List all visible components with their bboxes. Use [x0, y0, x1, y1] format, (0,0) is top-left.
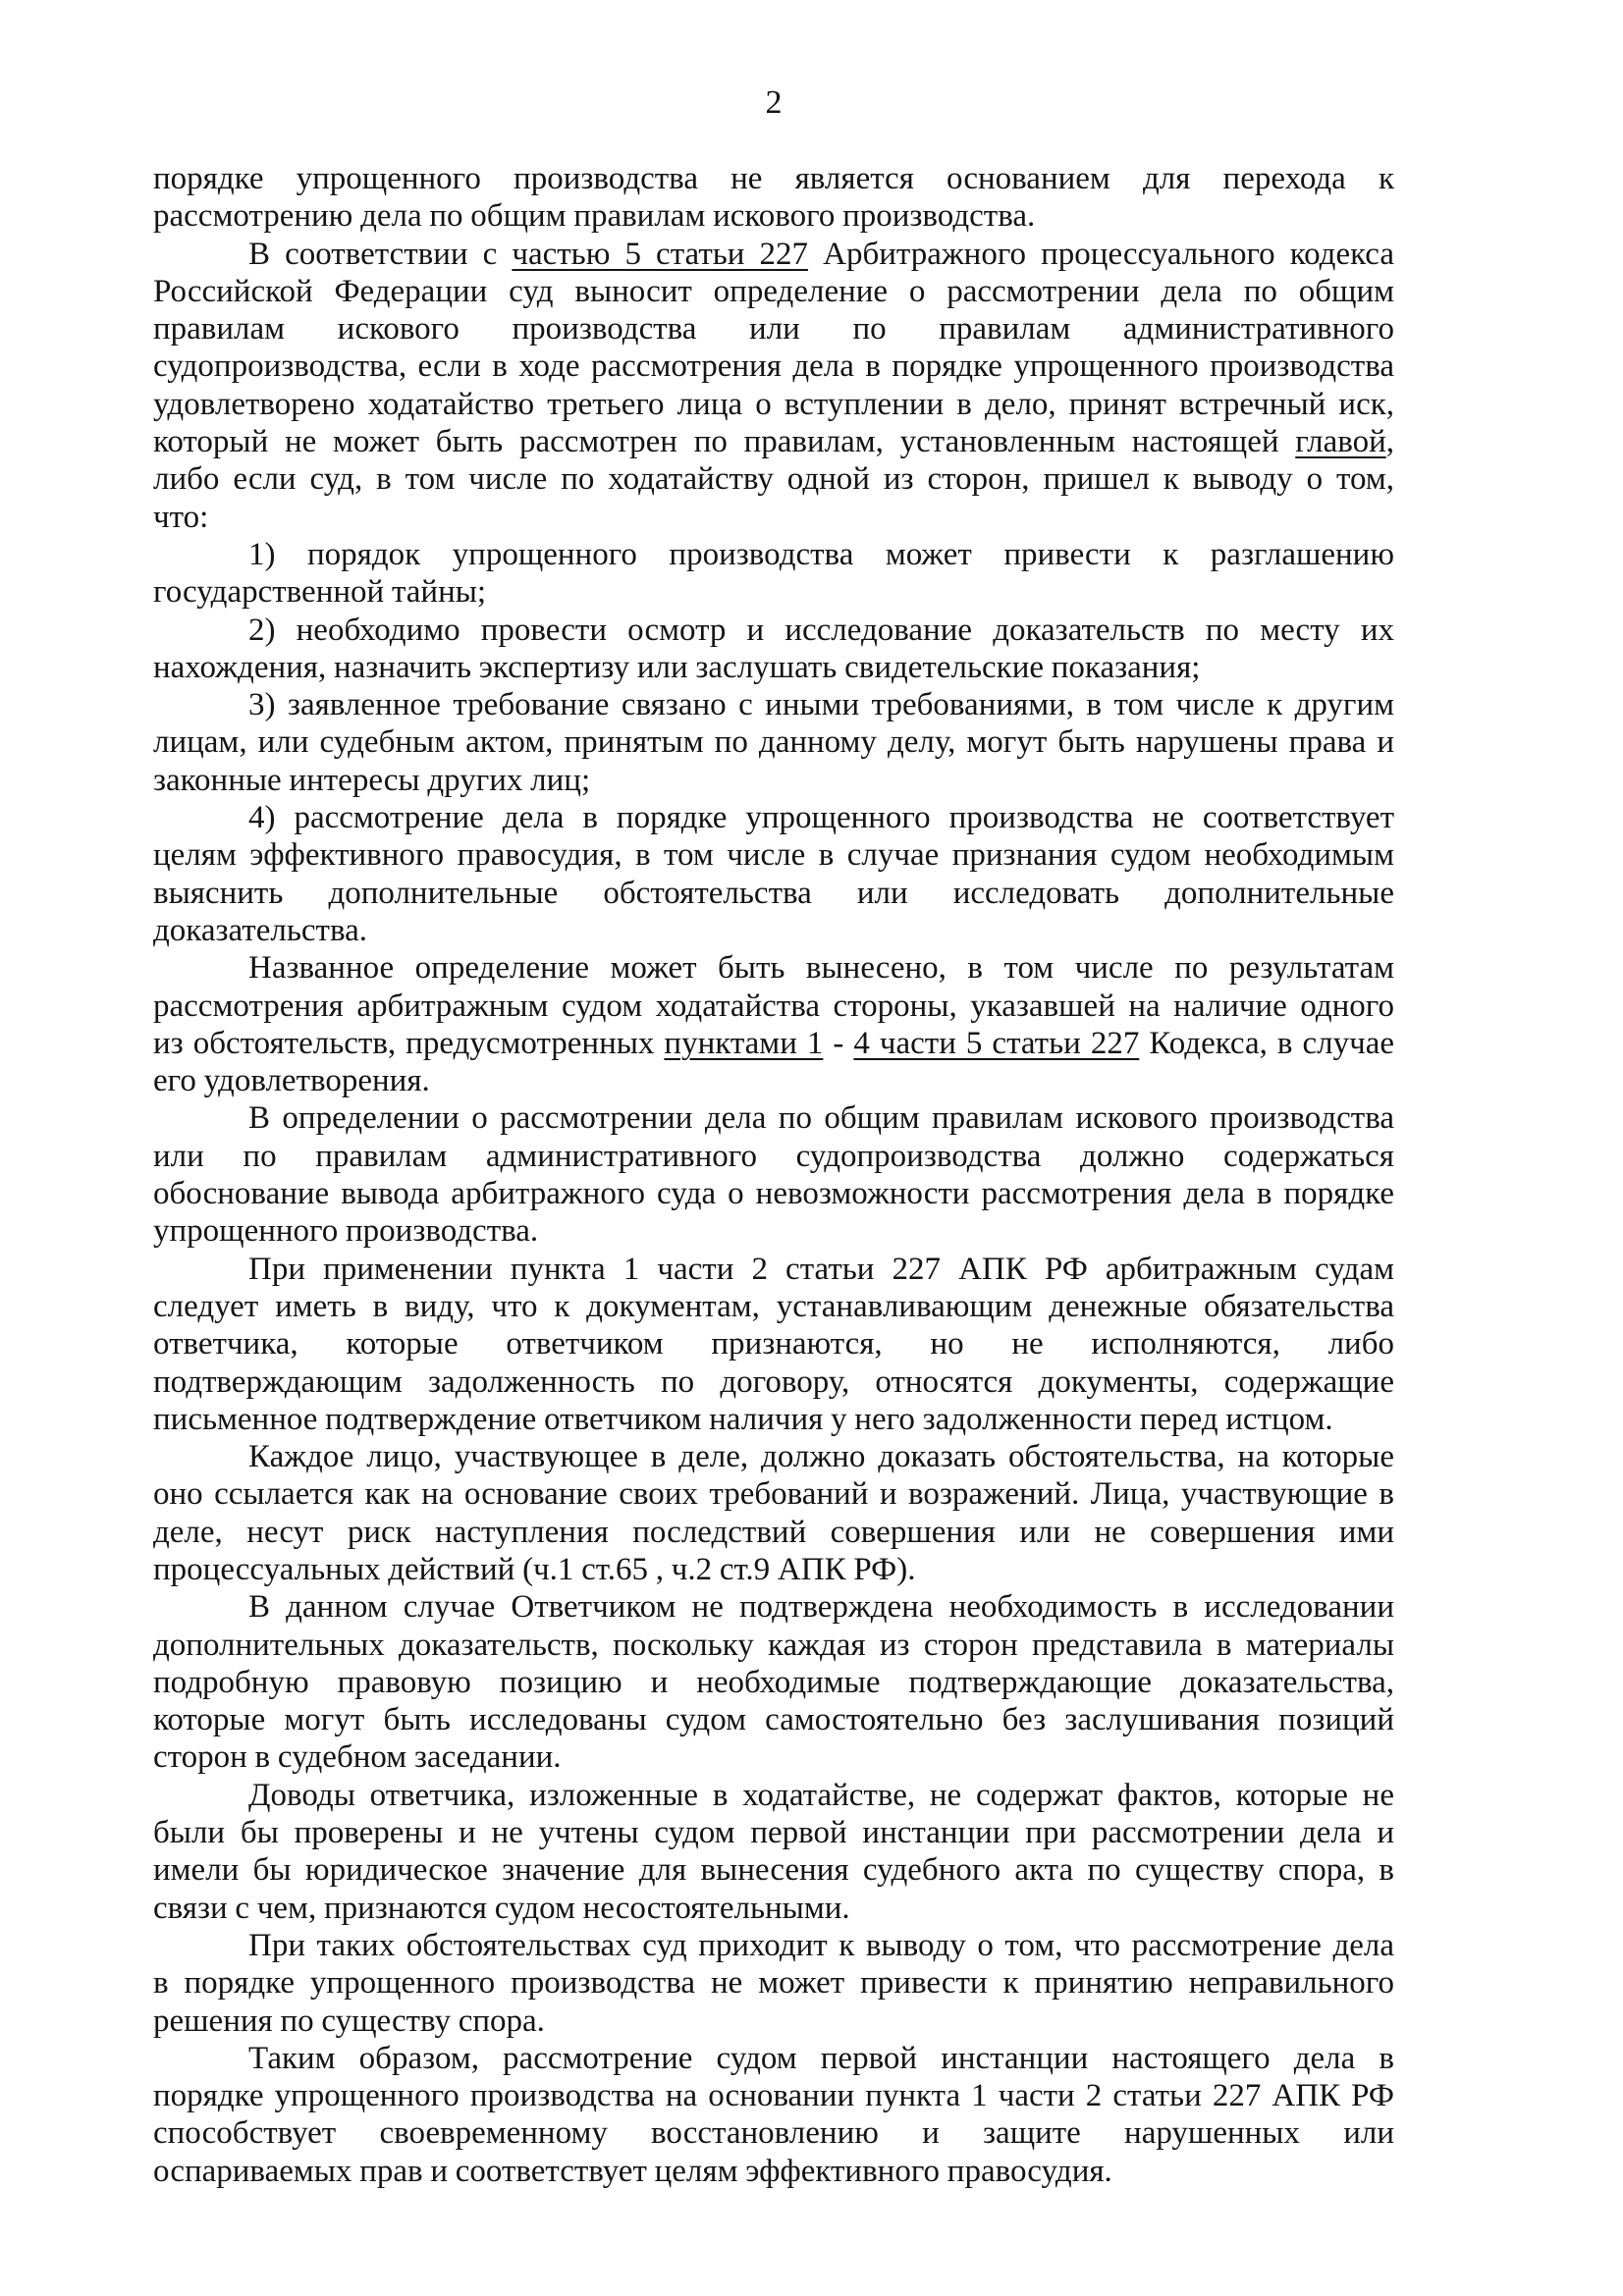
- text-line: [153, 2002, 1394, 2040]
- text-segment: или по правилам административного судопроизводства должно содержаться: [153, 1138, 1394, 1174]
- text-segment: сторон в судебном заседании.: [153, 1739, 562, 1776]
- text-line: [153, 310, 1394, 347]
- text-segment: судопроизводства, если в ходе рассмотрения дела в порядке упрощенного производства: [153, 348, 1394, 385]
- text-line: [153, 386, 1394, 423]
- text-line: [153, 988, 1394, 1025]
- text-line: [153, 1664, 1394, 1701]
- text-segment: из обстоятельств, предусмотренных: [153, 1025, 665, 1061]
- text-line: [153, 1175, 1394, 1212]
- text-segment: При таких обстоятельствах суд приходит к выводу о том, что рассмотрение дела: [248, 1927, 1394, 1963]
- text-segment: Российской Федерации суд выносит определение о рассмотрении дела по общим: [153, 273, 1394, 309]
- text-line: [153, 499, 1394, 536]
- text-line: [153, 573, 1394, 611]
- text-line: [153, 460, 1394, 498]
- text-line: [153, 686, 1394, 723]
- text-line: [153, 1099, 1394, 1137]
- text-segment: 2) необходимо провести осмотр и исследование доказательств по месту их: [248, 612, 1394, 648]
- text-segment: В определении о рассмотрении дела по общим правилам искового производства: [248, 1100, 1394, 1137]
- text-line: [153, 1438, 1394, 1475]
- text-segment: в порядке упрощенного производства не может привести к принятию неправильного: [153, 1965, 1394, 2002]
- text-line: [153, 1062, 1394, 1099]
- text-segment: правилам искового производства или по правилам административного: [153, 311, 1394, 347]
- text-segment: В данном случае Ответчиком не подтверждена необходимость в исследовании: [248, 1589, 1394, 1626]
- text-segment: 4) рассмотрение дела в порядке упрощенного производства не соответствует: [248, 800, 1394, 836]
- text-segment: Названное определение может быть вынесено, в том числе по результатам: [248, 950, 1394, 987]
- text-segment: оно ссылается как на основание своих требований и возражений. Лица, участвующие в: [153, 1476, 1394, 1513]
- text-segment: процессуальных действий (ч.1 ст.65 , ч.2 ст.9 АПК РФ).: [153, 1551, 916, 1587]
- text-segment: решения по существу спора.: [153, 2002, 545, 2039]
- text-segment: которые могут быть исследованы судом самостоятельно без заслушивания позиций: [153, 1702, 1394, 1738]
- text-segment: Кодекса, в случае: [1139, 1025, 1394, 1061]
- text-line: [153, 799, 1394, 836]
- text-segment: деле, несут риск наступления последствий совершения или не совершения ими: [153, 1514, 1394, 1550]
- text-segment: лицам, или судебным актом, принятым по данному делу, могут быть нарушены права и: [153, 724, 1394, 761]
- text-line: [153, 1514, 1394, 1551]
- text-line: [153, 273, 1394, 310]
- text-body: [153, 160, 1394, 2190]
- text-line: [153, 649, 1394, 686]
- text-line: [153, 1777, 1394, 1814]
- text-segment: порядке упрощенного производства не является основанием для перехода к: [153, 161, 1394, 196]
- text-line: [153, 2114, 1394, 2152]
- text-line: [153, 912, 1394, 949]
- text-segment: Каждое лицо, участвующее в деле, должно доказать обстоятельства, на которые: [248, 1439, 1394, 1475]
- text-segment: связи с чем, признаются судом несостоятельными.: [153, 1890, 850, 1926]
- text-segment: При применении пункта 1 части 2 статьи 227 АПК РФ арбитражным судам: [248, 1251, 1394, 1287]
- text-line: [153, 723, 1394, 761]
- text-line: [153, 1025, 1394, 1062]
- text-line: [153, 2040, 1394, 2077]
- text-line: [153, 2153, 1394, 2190]
- text-line: [153, 1738, 1394, 1776]
- text-line: [153, 1851, 1394, 1889]
- text-segment: порядке упрощенного производства на основании пункта 1 части 2 статьи 227 АПК РФ: [153, 2078, 1394, 2114]
- page-number: 2: [765, 84, 783, 121]
- text-segment: 1) порядок упрощенного производства может привести к разглашению: [248, 536, 1394, 572]
- text-line: [153, 1814, 1394, 1851]
- text-line: [153, 1701, 1394, 1738]
- text-segment: письменное подтверждение ответчиком наличия у него задолженности перед истцом.: [153, 1401, 1333, 1437]
- text-line: [153, 1588, 1394, 1626]
- text-segment: Таким образом, рассмотрение судом первой инстанции настоящего дела в: [248, 2040, 1394, 2076]
- text-segment: доказательства.: [153, 912, 367, 948]
- text-segment: либо если суд, в том числе по ходатайству одной из сторон, пришел к выводу о том,: [153, 461, 1394, 498]
- text-segment: упрощенного производства.: [153, 1213, 539, 1250]
- text-line: [153, 1475, 1394, 1513]
- text-segment: Арбитражного процессуального кодекса: [808, 236, 1394, 272]
- text-line: [153, 1363, 1394, 1401]
- text-segment: его удовлетворения.: [153, 1063, 430, 1099]
- text-segment: дополнительных доказательств, поскольку каждая из сторон представила в материалы: [153, 1627, 1394, 1663]
- text-segment: оспариваемых прав и соответствует целям эффективного правосудия.: [153, 2153, 1112, 2189]
- text-segment: законные интересы других лиц;: [153, 762, 591, 798]
- text-segment: подтверждающим задолженность по договору, относятся документы, содержащие: [153, 1363, 1394, 1400]
- text-segment: имели бы юридическое значение для вынесения судебного акта по существу спора, в: [153, 1852, 1394, 1889]
- text-segment: удовлетворено ходатайство третьего лица о вступлении в дело, принят встречный иск,: [153, 386, 1394, 422]
- text-segment: Доводы ответчика, изложенные в ходатайстве, не содержат фактов, которые не: [248, 1777, 1394, 1813]
- text-segment: рассмотрению дела по общим правилам искового производства.: [153, 198, 1036, 235]
- text-line: [153, 1251, 1394, 1288]
- text-segment: 3) заявленное требование связано с иными требованиями, в том числе к другим: [248, 687, 1394, 723]
- text-line: [153, 1138, 1394, 1175]
- text-line: [153, 347, 1394, 385]
- text-line: [153, 1964, 1394, 2002]
- text-segment: ответчика, которые ответчиком признаются, но не исполняются, либо: [153, 1326, 1394, 1362]
- text-segment: что:: [153, 499, 209, 535]
- text-line: [153, 536, 1394, 573]
- text-segment: обоснование вывода арбитражного суда о невозможности рассмотрения дела в порядке: [153, 1176, 1394, 1212]
- text-line: [153, 1212, 1394, 1250]
- text-line: [153, 160, 1394, 197]
- text-segment: который не может быть рассмотрен по правилам, установленным настоящей: [153, 424, 1296, 460]
- text-line: [153, 1627, 1394, 1664]
- text-line: [153, 875, 1394, 912]
- text-segment: нахождения, назначить экспертизу или заслушать свидетельские показания;: [153, 649, 1201, 685]
- text-segment: государственной тайны;: [153, 574, 487, 611]
- text-line: [153, 1551, 1394, 1588]
- text-line: [153, 2077, 1394, 2114]
- underlined-text: частью 5 статьи 227: [512, 236, 809, 272]
- text-line: [153, 1401, 1394, 1438]
- text-segment: выяснить дополнительные обстоятельства или исследовать дополнительные: [153, 875, 1394, 911]
- text-line: [153, 1890, 1394, 1927]
- text-line: [153, 762, 1394, 799]
- text-segment: ,: [1385, 424, 1394, 460]
- underlined-text: пунктами 1: [664, 1025, 824, 1061]
- text-segment: -: [823, 1025, 854, 1061]
- text-line: [153, 1325, 1394, 1362]
- text-segment: В соответствии с: [248, 236, 513, 272]
- text-line: [153, 836, 1394, 874]
- text-segment: были бы проверены и не учтены судом первой инстанции при рассмотрении дела и: [153, 1815, 1394, 1851]
- underlined-text: главой: [1295, 424, 1386, 460]
- text-segment: следует иметь в виду, что к документам, устанавливающим денежные обязательства: [153, 1288, 1394, 1324]
- text-line: [153, 949, 1394, 987]
- text-line: [153, 1288, 1394, 1325]
- text-segment: целям эффективного правосудия, в том числе в случае признания судом необходимым: [153, 837, 1394, 874]
- text-line: [153, 1927, 1394, 1964]
- text-line: [153, 236, 1394, 273]
- underlined-text: 4 части 5 статьи 227: [853, 1025, 1140, 1061]
- text-line: [153, 423, 1394, 460]
- text-segment: способствует своевременному восстановлению и защите нарушенных или: [153, 2115, 1394, 2152]
- text-line: [153, 197, 1394, 235]
- text-segment: подробную правовую позицию и необходимые подтверждающие доказательства,: [153, 1664, 1394, 1700]
- text-segment: рассмотрения арбитражным судом ходатайства стороны, указавшей на наличие одного: [153, 988, 1394, 1024]
- text-line: [153, 612, 1394, 649]
